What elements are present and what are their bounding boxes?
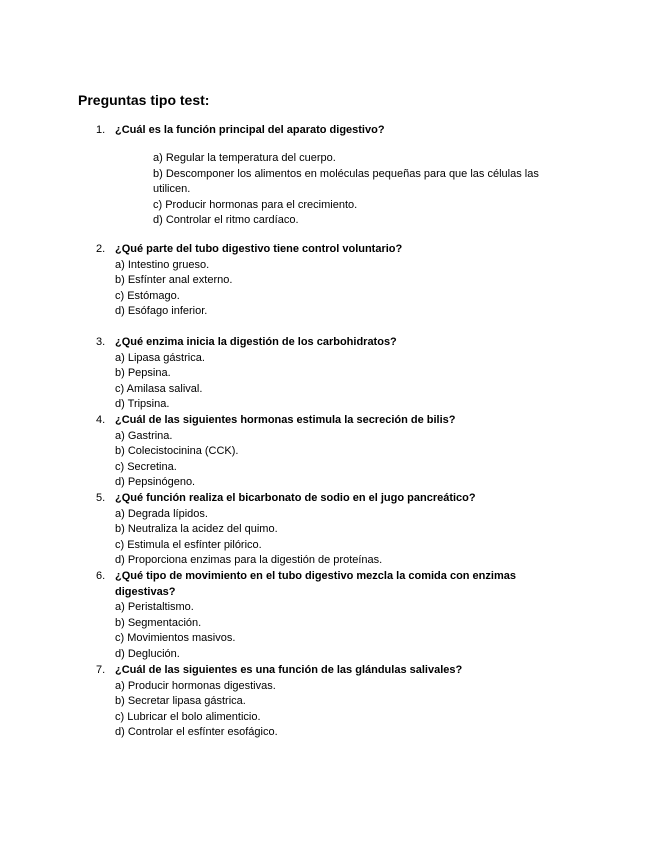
option-a: a) Degrada lípidos. <box>115 507 208 520</box>
page-title: Preguntas tipo test: <box>78 92 210 108</box>
option-d: d) Esófago inferior. <box>115 305 208 317</box>
option-c: c) Estimula el esfínter pilórico. <box>115 538 262 551</box>
question-number: 1. <box>96 124 106 136</box>
question-4-options <box>115 429 575 491</box>
question-text: ¿Qué tipo de movimiento en el tubo digestivo mezcla la comida con enzimas digestivas? <box>115 570 516 598</box>
option-a: a) Producir hormonas digestivas. <box>115 679 276 692</box>
option-c: c) Movimientos masivos. <box>115 632 236 644</box>
question-number: 2. <box>96 243 106 255</box>
option-c: c) Lubricar el bolo alimenticio. <box>115 710 261 723</box>
option-b: b) Neutraliza la acidez del quimo. <box>115 523 278 535</box>
option-c: c) Producir hormonas para el crecimiento. <box>153 198 358 211</box>
question-text: ¿Qué parte del tubo digestivo tiene control voluntario? <box>115 243 403 255</box>
option-a: a) Regular la temperatura del cuerpo. <box>153 152 336 164</box>
question-7-options <box>115 679 575 741</box>
option-d: d) Controlar el ritmo cardíaco. <box>153 214 299 226</box>
question-number: 6. <box>96 570 106 582</box>
question-1-options <box>153 151 573 229</box>
question-text: ¿Cuál es la función principal del aparato digestivo? <box>115 124 385 136</box>
option-a: a) Lipasa gástrica. <box>115 351 205 364</box>
question-text: ¿Qué enzima inicia la digestión de los carbohidratos? <box>115 336 397 348</box>
option-d: d) Tripsina. <box>115 398 170 410</box>
option-d: d) Deglución. <box>115 647 180 660</box>
question-5-options <box>115 507 575 569</box>
option-c: c) Amilasa salival. <box>115 382 203 395</box>
question-6-options <box>115 600 575 662</box>
question-number: 4. <box>96 414 106 426</box>
option-b: b) Pepsina. <box>115 367 171 379</box>
option-b: b) Segmentación. <box>115 616 202 629</box>
option-d: d) Proporciona enzimas para la digestión de proteínas. <box>115 554 383 566</box>
option-b: b) Esfínter anal externo. <box>115 274 233 286</box>
option-b: b) Colecistocinina (CCK). <box>115 445 239 457</box>
question-text: ¿Cuál de las siguientes es una función de las glándulas salivales? <box>115 664 463 676</box>
option-a: a) Intestino grueso. <box>115 258 210 271</box>
question-number: 7. <box>96 664 106 676</box>
question-2-options <box>115 258 575 320</box>
question-number: 3. <box>96 336 106 348</box>
question-text: ¿Cuál de las siguientes hormonas estimula la secreción de bilis? <box>115 414 456 426</box>
option-d: d) Pepsinógeno. <box>115 476 196 488</box>
option-b: b) Secretar lipasa gástrica. <box>115 695 246 707</box>
question-number: 5. <box>96 492 106 504</box>
option-c: c) Estómago. <box>115 289 180 302</box>
option-a: a) Gastrina. <box>115 429 173 442</box>
option-c: c) Secretina. <box>115 460 177 473</box>
question-text: ¿Qué función realiza el bicarbonato de sodio en el jugo pancreático? <box>115 492 476 504</box>
option-d: d) Controlar el esfínter esofágico. <box>115 726 278 738</box>
option-a: a) Peristaltismo. <box>115 601 194 613</box>
option-b: b) Descomponer los alimentos en moléculas pequeñas para que las células las utilicen. <box>153 167 539 195</box>
question-3-options <box>115 351 575 413</box>
